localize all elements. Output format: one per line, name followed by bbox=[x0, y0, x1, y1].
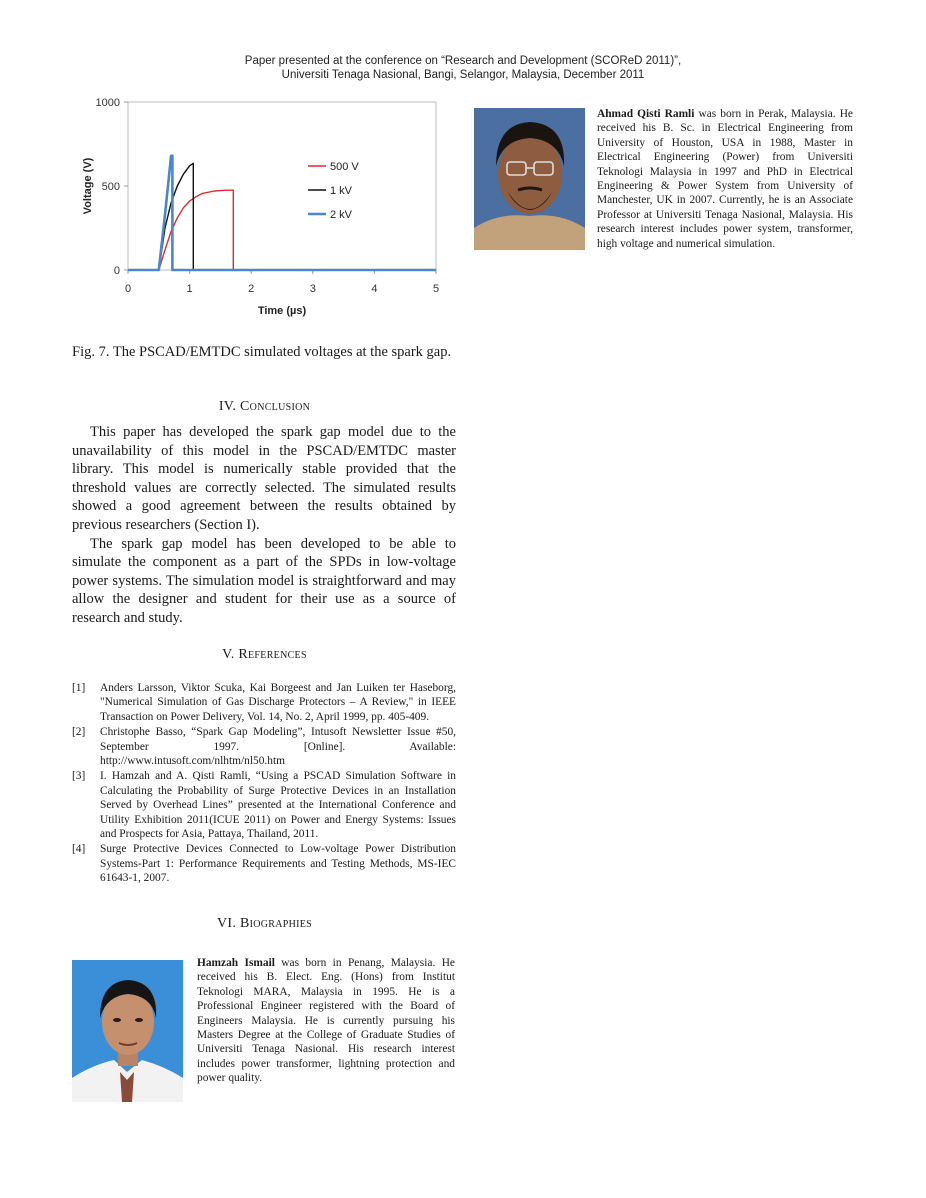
conference-header bbox=[0, 54, 926, 82]
y-tick-label: 1000 bbox=[95, 97, 120, 109]
hamzah-biography bbox=[197, 956, 455, 1086]
reference-number: [2] bbox=[72, 726, 86, 739]
hamzah-photo bbox=[72, 960, 183, 1102]
hamzah-name: Hamzah Ismail bbox=[197, 957, 275, 969]
conclusion-numeral: IV. bbox=[218, 399, 237, 414]
x-tick-label: 4 bbox=[371, 283, 378, 295]
ahmad-biography bbox=[597, 107, 853, 251]
x-tick-label: 2 bbox=[248, 283, 255, 295]
portrait-image bbox=[474, 108, 585, 250]
y-tick-label: 0 bbox=[113, 265, 120, 277]
reference-list bbox=[72, 681, 456, 887]
reference-item bbox=[72, 769, 456, 841]
conclusion-paragraph-1: This paper has developed the spark gap model due to the unavailability of this model in the PSCAD/EMTDC master library. This model is numerically stable provided that the threshold values are correctly selected. The simulated results showed a good agreement between the results obtained by previous researchers (Section I). bbox=[72, 424, 456, 533]
conclusion-heading bbox=[72, 399, 457, 415]
y-tick-label: 500 bbox=[101, 181, 120, 193]
hamzah-bio-text: was born in Penang, Malaysia. He received his B. Elect. Eng. (Hons) from Institut Teknologi MARA, Malaysia in 1995. He is a Professional Engineer registered with the Board of Engineers Malaysia. He is currently pursuing his Masters Degree at the College of Graduate Studies of Universiti Tenaga Nasional. His research interest includes power transformer, lightning protection and power quality. bbox=[197, 957, 455, 1085]
conclusion-paragraph-2: The spark gap model has been developed to be able to simulate the component as a part of the SPDs in low-voltage power systems. The simulation model is straightforward and may allow the designer and student for their use as a source of research and study. bbox=[72, 535, 456, 626]
reference-text: Christophe Basso, “Spark Gap Modeling”, Intusoft Newsletter Issue #50, September 1997. [Online]. Available: http://www.intusoft.com/nlhtm/nl50.htm bbox=[100, 726, 456, 768]
references-heading bbox=[72, 647, 457, 663]
reference-number: [4] bbox=[72, 843, 86, 856]
x-axis-label: Time (µs) bbox=[257, 305, 307, 317]
series-line-500v bbox=[128, 190, 436, 270]
header-line-1: Paper presented at the conference on “Research and Development (SCOReD 2011)”, bbox=[244, 55, 682, 67]
reference-text: Anders Larsson, Viktor Scuka, Kai Borgeest and Jan Luiken ter Haseborg, "Numerical Simulation of Gas Discharge Protectors – A Review," in IEEE Transaction on Power Delivery, Vol. 14, No. 2, April 1999, pp. 405-409. bbox=[100, 682, 456, 723]
biographies-numeral: VI. bbox=[216, 916, 237, 931]
x-tick-label: 0 bbox=[124, 283, 132, 295]
legend-label: 500 V bbox=[330, 161, 359, 173]
biographies-heading bbox=[72, 916, 457, 932]
biographies-title: Biographies bbox=[239, 916, 313, 931]
plot-frame bbox=[128, 102, 436, 270]
header-line-2: Universiti Tenaga Nasional, Bangi, Selangor, Malaysia, December 2011 bbox=[281, 69, 645, 81]
reference-item bbox=[72, 681, 456, 724]
reference-number: [3] bbox=[72, 770, 86, 783]
references-numeral: V. bbox=[222, 647, 235, 662]
series-line-2kv bbox=[128, 156, 436, 270]
ahmad-bio-text: was born in Perak, Malaysia. He received his B. Sc. in Electrical Engineering from University of Houston, USA in 1988, Master in Electrical Engineering (Power) from Universiti Teknologi Malaysia in 1997 and PhD in Electrical Engineering & Power System from University of Manchester, UK in 2007. Currently, he is an Associate Professor at Universiti Tenaga Nasional, Malaysia. His research interest includes power system, transformer, high voltage and numerical simulation. bbox=[597, 108, 853, 250]
figure-caption: Fig. 7. The PSCAD/EMTDC simulated voltages at the spark gap. bbox=[72, 344, 452, 360]
reference-number: [1] bbox=[72, 682, 86, 694]
reference-item bbox=[72, 842, 456, 885]
conclusion-body bbox=[72, 423, 456, 628]
voltage-chart bbox=[76, 92, 456, 322]
series-line-1kv bbox=[128, 163, 436, 270]
legend-label: 2 kV bbox=[330, 209, 353, 221]
reference-text: Surge Protective Devices Connected to Low-voltage Power Distribution Systems-Part 1: Performance Requirements and Testing Methods, MS-IEC 61643-1, 2007. bbox=[100, 843, 456, 885]
conclusion-title: Conclusion bbox=[240, 399, 311, 414]
reference-text: I. Hamzah and A. Qisti Ramli, “Using a PSCAD Simulation Software in Calculating the Probability of Surge Protective Devices in an Installation Served by Overhead Lines” presented at the International Conference and Utility Exhibition 2011(ICUE 2011) on Power and Energy Systems: Issues and Prospects for Asia, Pattaya, Thailand, 2011. bbox=[100, 770, 456, 841]
portrait-image bbox=[72, 960, 183, 1102]
ahmad-photo bbox=[474, 108, 585, 250]
x-tick-label: 5 bbox=[432, 283, 440, 295]
x-tick-label: 1 bbox=[186, 283, 193, 295]
y-axis-label: Voltage (V) bbox=[82, 157, 94, 215]
legend-label: 1 kV bbox=[330, 185, 353, 197]
chart-svg bbox=[76, 92, 456, 322]
ahmad-name: Ahmad Qisti Ramli bbox=[597, 108, 695, 120]
references-title: References bbox=[238, 647, 307, 662]
x-tick-label: 3 bbox=[309, 283, 316, 295]
reference-item bbox=[72, 725, 456, 768]
